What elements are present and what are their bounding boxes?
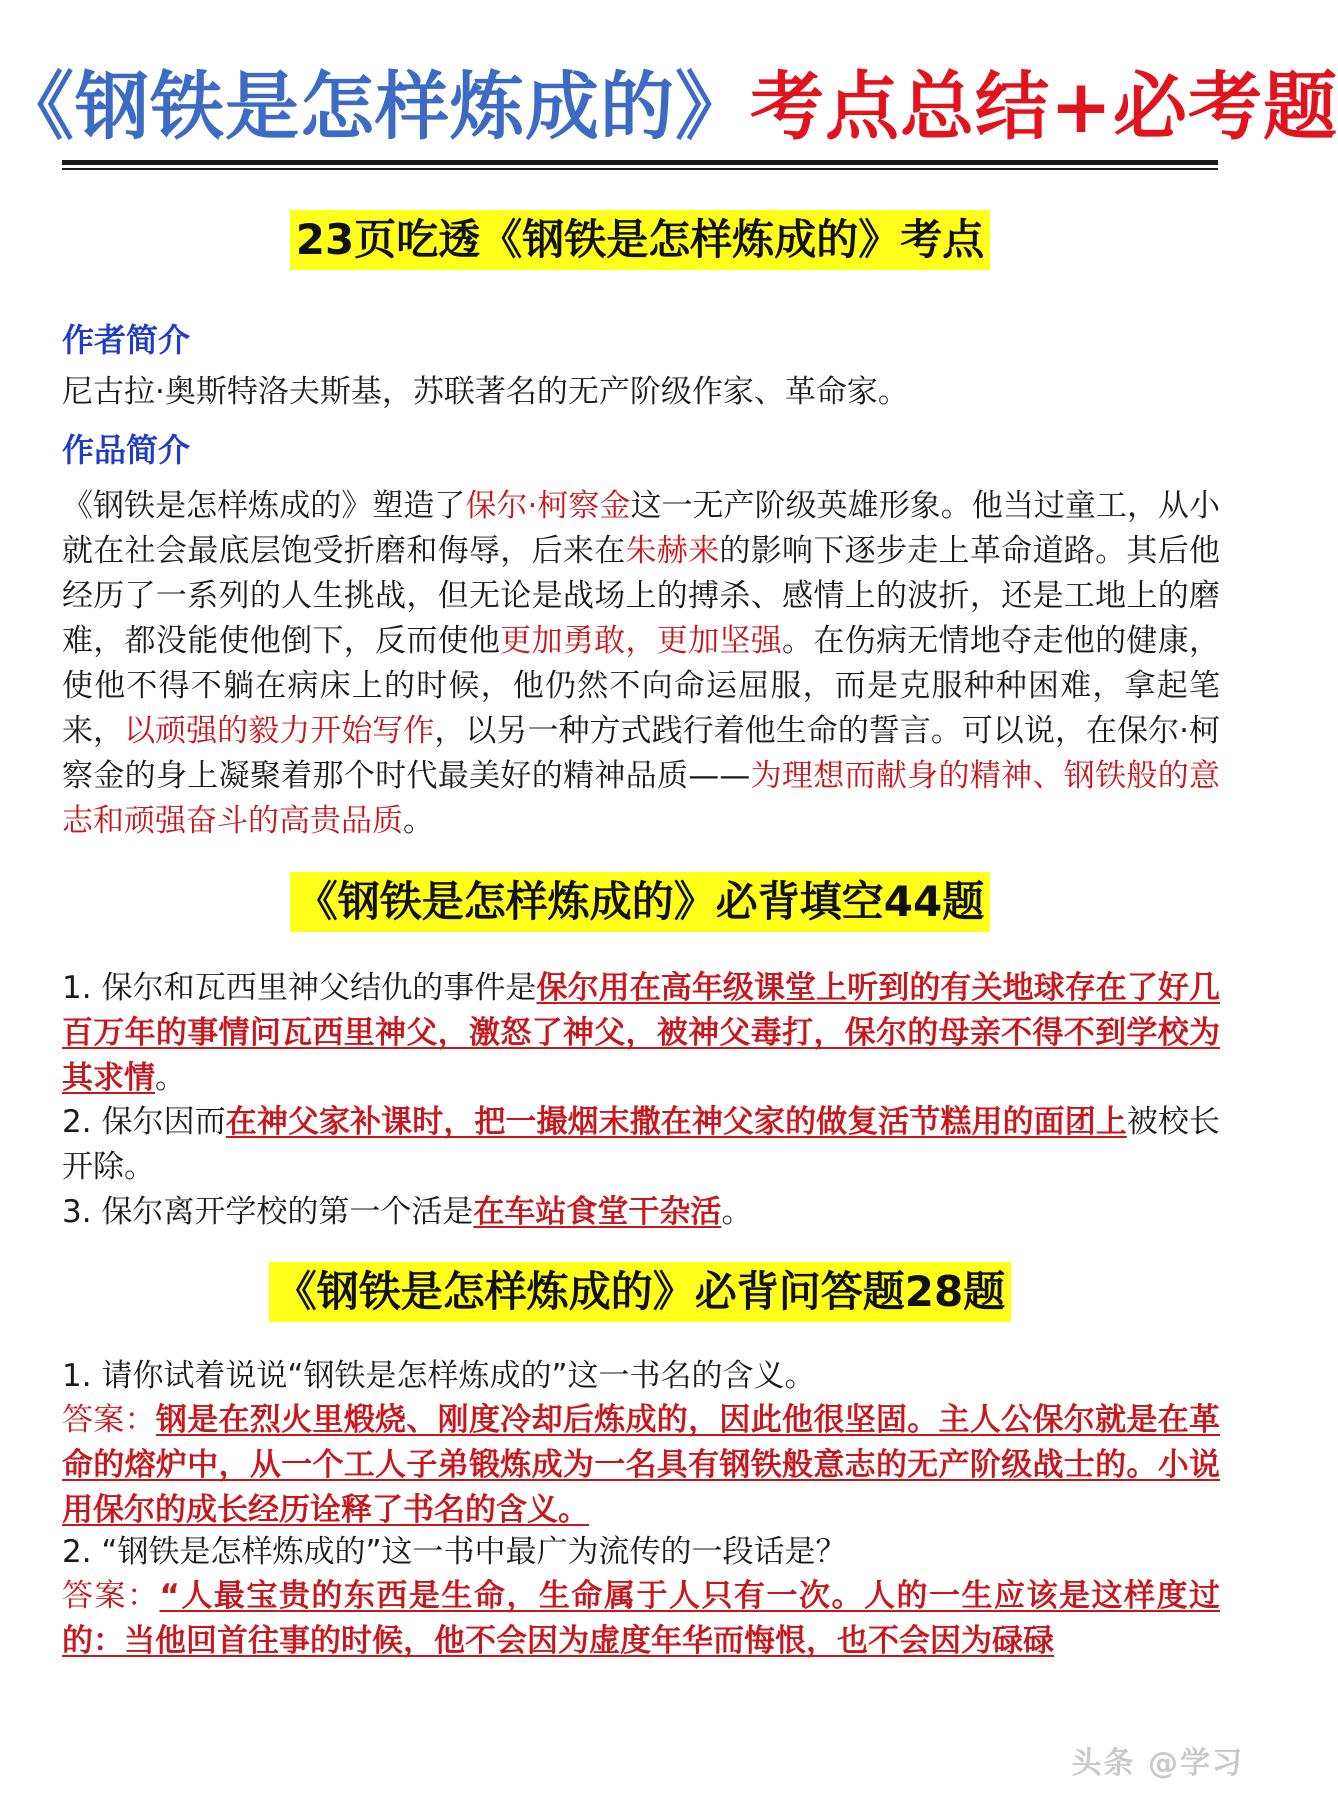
section-heading-wrap (0, 1262, 1280, 1322)
qa-question-2: 2. “钢铁是怎样炼成的”这一书中最广为流传的一段话是？ (62, 1534, 847, 1570)
work-text (62, 484, 1220, 844)
question-text: 3. 保尔离开学校的第一个活是 (62, 1194, 474, 1230)
work-highlight-hero: 保尔·柯察金 (465, 488, 631, 524)
answer-label: 答案： (62, 1578, 160, 1614)
author-text: 尼古拉·奥斯特洛夫斯基，苏联著名的无产阶级作家、革命家。 (62, 374, 909, 410)
work-text-part: 。 (403, 803, 434, 839)
work-label: 作品简介 (62, 431, 191, 469)
work-highlight-brave: 更加勇敢，更加坚强 (500, 623, 783, 659)
qa-answer-1 (62, 1398, 1220, 1533)
qa-answer-2 (62, 1574, 1220, 1664)
main-title-book: 《钢铁是怎样炼成的》 (0, 64, 750, 150)
section-heading-fill-blank: 《钢铁是怎样炼成的》必背填空44题 (290, 872, 990, 932)
fill-question-3 (62, 1190, 1220, 1235)
answer-text: 保尔用在高年级课堂上听到的有关地球存在了好几百万年的事情问瓦西里神父，激怒了神父，被神父毒打，保尔的母亲不得不到学校为其求情 (62, 970, 1220, 1096)
work-text-part: 的影响下逐步走上革命道路。其后他经历了一系列的人生挑战，但无论是战场上的搏杀、感情上的波折，还是工地上的磨难，都没能使他倒下，反而使他 (62, 533, 1221, 659)
section-heading-qa: 《钢铁是怎样炼成的》必背问答题28题 (269, 1262, 1011, 1322)
main-title-summary: 考点总结 (750, 64, 1050, 150)
fill-question-1 (62, 966, 1220, 1101)
work-text-part: 。在伤病无情地夺走他的健康，使他不得不躺在病床上的时候，他仍然不向命运屈服，而是克服种种困难，拿起笔来， (62, 623, 1221, 749)
title-divider-thick (62, 160, 1218, 165)
title-divider-thin (62, 168, 1218, 170)
main-title-exam: 必考题 (1113, 64, 1338, 150)
question-text: 。 (155, 1060, 186, 1096)
main-title (0, 52, 1338, 162)
watermark: 头条 @学习 (1071, 1746, 1244, 1781)
answer-text: 在车站食堂干杂活 (473, 1194, 722, 1230)
question-text: 1. 保尔和瓦西里神父结仇的事件是 (62, 970, 537, 1006)
answer-text: 钢是在烈火里煅烧、刚度冷却后炼成的，因此他很坚固。主人公保尔就是在革命的熔炉中，从一个工人子弟锻炼成为一名具有钢铁般意志的无产阶级战士的。小说用保尔的成长经历诠释了书名的含义。 (62, 1402, 1221, 1528)
section-heading-wrap (0, 872, 1280, 932)
work-text-part: 这一无产阶级英雄形象。他当过童工，从小就在社会最底层饱受折磨和侮辱，后来在 (62, 488, 1221, 569)
main-title-plus: + (1050, 64, 1114, 150)
answer-text: “人最宝贵的东西是生命，生命属于人只有一次。人的一生应该是这样度过的：当他回首往事的时候，他不会因为虚度年华而悔恨，也不会因为碌碌 (62, 1578, 1221, 1659)
qa-question-1: 1. 请你试着说说“钢铁是怎样炼成的”这一书名的含义。 (62, 1358, 816, 1394)
work-text-part: 《钢铁是怎样炼成的》塑造了 (62, 488, 466, 524)
work-highlight-spirit: 为理想而献身的精神、钢铁般的意志和顽强奋斗的高贵品质 (62, 758, 1221, 839)
work-highlight-mentor: 朱赫来 (625, 533, 720, 569)
answer-label: 答案： (62, 1402, 156, 1438)
answer-text: 在神父家补课时，把一撮烟末撒在神父家的做复活节糕用的面团上 (225, 1104, 1127, 1140)
question-text: 被校长开除。 (62, 1104, 1221, 1185)
section-heading-key-points: 23页吃透《钢铁是怎样炼成的》考点 (290, 210, 990, 270)
work-highlight-writing: 以顽强的毅力开始写作 (124, 713, 435, 749)
fill-question-2 (62, 1100, 1220, 1190)
section-heading-wrap (0, 210, 1280, 270)
work-text-part: ，以另一种方式践行着他生命的誓言。可以说，在保尔·柯察金的身上凝聚着那个时代最美好的精神品质—— (62, 713, 1220, 794)
author-label: 作者简介 (62, 321, 191, 359)
question-text: 2. 保尔因而 (62, 1104, 226, 1140)
question-text: 。 (721, 1194, 753, 1230)
